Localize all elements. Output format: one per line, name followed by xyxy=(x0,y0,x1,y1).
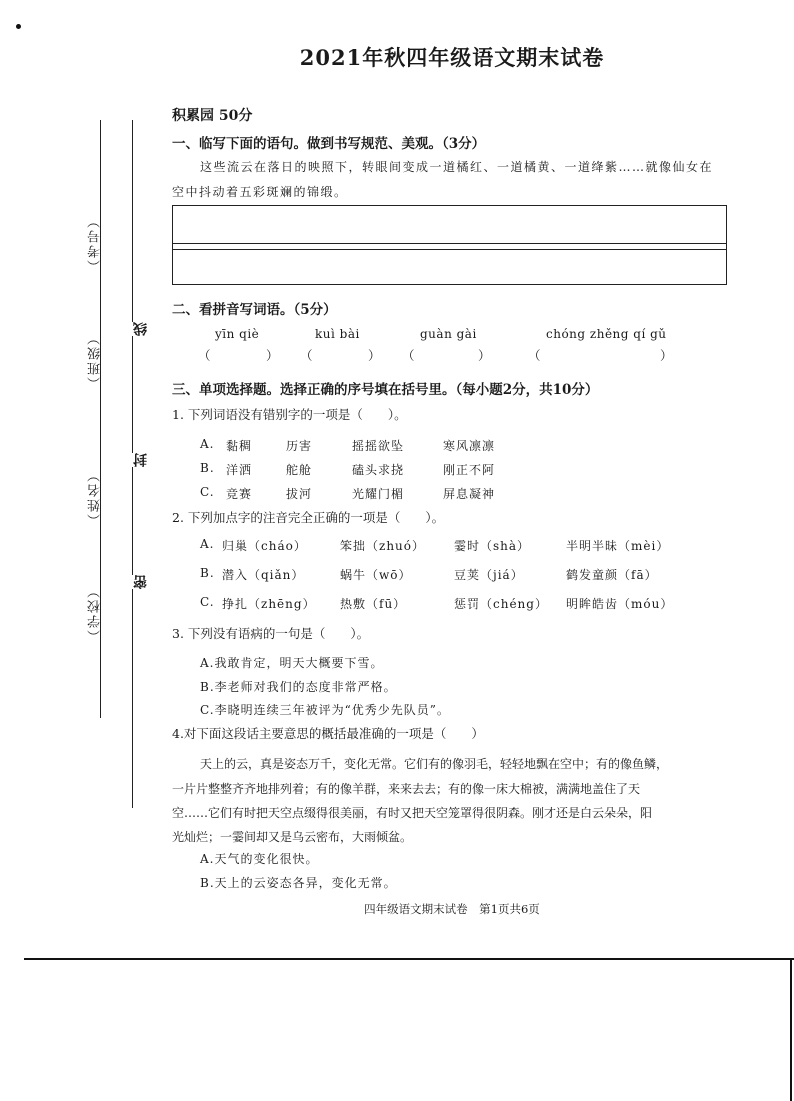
name-label: （姓名） xyxy=(88,467,103,527)
answer-bracket-4-open[interactable]: （ xyxy=(528,348,541,363)
q3-2-c-label: C. xyxy=(200,595,215,609)
q3-4-passage-line1: 天上的云，真是姿态万千，变化无常。它们有的像羽毛，轻轻地飘在空中；有的像鱼鳞， xyxy=(200,757,669,771)
q3-2-b-w1: 潜入（qiǎn） xyxy=(222,568,305,582)
q1-sentence-line1: 这些流云在落日的映照下，转眼间变成一道橘红、一道橘黄、一道绛紫……就像仙女在 xyxy=(200,160,714,174)
q3-1-a-label: A. xyxy=(200,437,215,451)
q3-1-b-label: B. xyxy=(200,461,215,475)
pinyin-3: guàn gài xyxy=(420,327,477,341)
q1-sentence-line2: 空中抖动着五彩斑斓的锦缎。 xyxy=(172,185,348,199)
q3-3-stem: 3. 下列没有语病的一句是（ ）。 xyxy=(172,626,370,641)
q3-1-c-w4: 屏息凝神 xyxy=(443,487,496,501)
page-footer: 四年级语文期末试卷 第1页共6页 xyxy=(364,902,540,916)
pinyin-1: yīn qiè xyxy=(215,327,260,341)
pinyin-4: chóng zhěng qí gǔ xyxy=(546,327,667,341)
section-title: 积累园 50分 xyxy=(172,108,253,124)
exam-number-label: （考号） xyxy=(88,213,103,273)
answer-bracket-1-open[interactable]: （ xyxy=(198,348,211,363)
q3-1-a-w2: 历害 xyxy=(286,439,313,453)
q3-heading: 三、单项选择题。选择正确的序号填在括号里。（每小题2分，共10分） xyxy=(172,382,599,398)
q3-2-stem: 2. 下列加点字的注音完全正确的一项是（ ）。 xyxy=(172,510,445,525)
class-label: （班级） xyxy=(88,330,103,390)
q3-1-stem: 1. 下列词语没有错别字的一项是（ ）。 xyxy=(172,407,407,422)
pinyin-2: kuì bài xyxy=(315,327,360,341)
q3-2-a-w2: 笨拙（zhuó） xyxy=(340,539,426,553)
q3-4-option-b: B.天上的云姿态各异，变化无常。 xyxy=(200,876,397,890)
answer-bracket-1-close[interactable]: ） xyxy=(266,348,279,363)
scan-dot xyxy=(16,24,21,29)
answer-bracket-3-open[interactable]: （ xyxy=(402,348,415,363)
answer-bracket-3-close[interactable]: ） xyxy=(478,348,491,363)
page-title: 2021年秋四年级语文期末试卷 xyxy=(299,45,605,70)
q2-heading: 二、看拼音写词语。（5分） xyxy=(172,302,337,318)
answer-bracket-2-close[interactable]: ） xyxy=(368,348,381,363)
q3-2-a-w3: 霎时（shà） xyxy=(454,539,531,553)
q3-1-c-label: C. xyxy=(200,485,215,499)
q3-1-c-w2: 拔河 xyxy=(286,487,313,501)
seal-mi: 密 xyxy=(133,575,149,589)
q3-2-b-w4: 鹤发童颜（fā） xyxy=(566,568,658,582)
q3-2-c-w2: 热敷（fū） xyxy=(340,597,407,611)
q3-1-b-w2: 舵舱 xyxy=(286,463,313,477)
school-label: （学校） xyxy=(88,583,103,643)
seal-feng: 封 xyxy=(133,453,149,467)
q3-2-b-w2: 蜗牛（wō） xyxy=(340,568,412,582)
next-page-top-edge xyxy=(24,958,794,960)
answer-bracket-2-open[interactable]: （ xyxy=(300,348,313,363)
q3-1-a-w3: 摇摇欲坠 xyxy=(352,439,405,453)
answer-bracket-4-close[interactable]: ） xyxy=(660,348,673,363)
next-page-right-edge xyxy=(790,958,792,1101)
q3-3-option-c: C.李晓明连续三年被评为“优秀少先队员”。 xyxy=(200,703,450,717)
q3-2-a-w4: 半明半昧（mèi） xyxy=(566,539,670,553)
q3-2-b-label: B. xyxy=(200,566,215,580)
seal-line: 线 xyxy=(133,322,149,336)
q3-2-a-label: A. xyxy=(200,537,215,551)
q3-1-b-w1: 洋洒 xyxy=(226,463,253,477)
q3-4-passage-line3: 空……它们有时把天空点缀得很美丽，有时又把天空笼罩得很阴森。刚才还是白云朵朵，阳 xyxy=(172,806,653,820)
q3-3-option-a: A.我敢肯定，明天大概要下雪。 xyxy=(200,656,384,670)
q3-4-stem: 4.对下面这段话主要意思的概括最准确的一项是（ ） xyxy=(172,726,484,741)
q1-heading: 一、临写下面的语句。做到书写规范、美观。（3分） xyxy=(172,136,486,152)
q3-2-c-w3: 惩罚（chéng） xyxy=(454,597,548,611)
q3-2-c-w1: 挣扎（zhēng） xyxy=(222,597,316,611)
writing-box[interactable] xyxy=(172,205,727,285)
q3-1-b-w4: 刚正不阿 xyxy=(443,463,496,477)
q3-2-a-w1: 归巢（cháo） xyxy=(222,539,307,553)
q3-4-option-a: A.天气的变化很快。 xyxy=(200,852,319,866)
q3-2-c-w4: 明眸皓齿（móu） xyxy=(566,597,674,611)
q3-1-a-w4: 寒风凛凛 xyxy=(443,439,496,453)
q3-3-option-b: B.李老师对我们的态度非常严格。 xyxy=(200,680,397,694)
q3-1-c-w1: 竞赛 xyxy=(226,487,253,501)
q3-4-passage-line2: 一片片整整齐齐地排列着；有的像羊群，来来去去；有的像一床大棉被，满满地盖住了天 xyxy=(172,782,641,796)
q3-4-passage-line4: 光灿烂；一霎间却又是乌云密布，大雨倾盆。 xyxy=(172,830,413,844)
q3-1-c-w3: 光耀门楣 xyxy=(352,487,405,501)
q3-1-a-w1: 黏稠 xyxy=(226,439,253,453)
q3-2-b-w3: 豆荚（jiá） xyxy=(454,568,524,582)
q3-1-b-w3: 磕头求挠 xyxy=(352,463,405,477)
